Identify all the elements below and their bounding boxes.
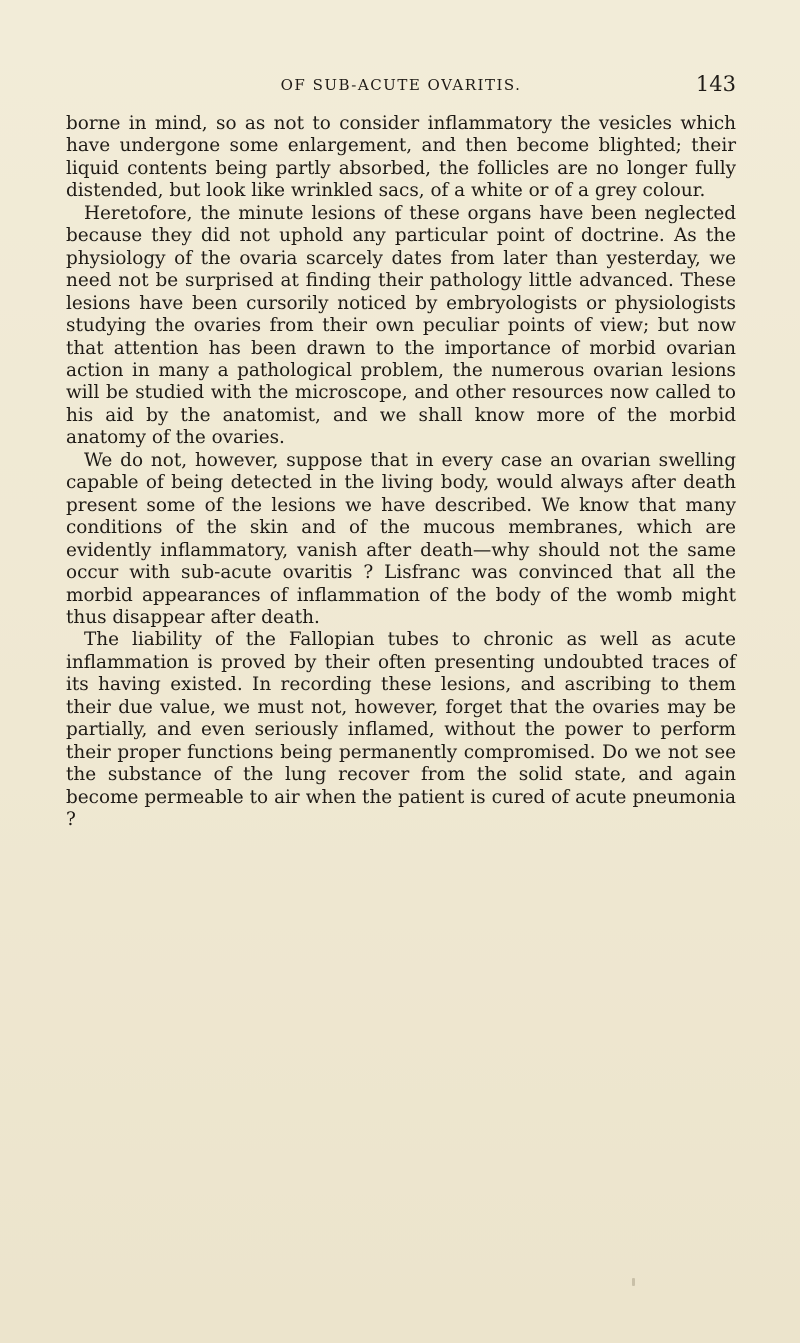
running-head: OF SUB-ACUTE OVARITIS.: [280, 76, 522, 94]
paragraph: We do not, however, suppose that in every case an ovarian swelling capable of being detected in the living body, would always after death present some of the lesions we have described. We know that many conditions of the skin and of the mucous membranes, which are evidently inflammatory, vanish after death—why should not the same occur with sub-acute ovaritis ? Lisfranc was convinced that all the morbid appearances of inflammation of the body of the womb might thus disappear after death.: [66, 449, 736, 628]
body-text: [66, 113, 736, 832]
paper-speck: [632, 1278, 635, 1286]
paragraph-continued: borne in mind, so as not to consider inflammatory the vesicles which have undergone some enlargement, and then become blighted; their liquid contents being partly absorbed, the follicles are no longer fully distended, but look like wrinkled sacs, of a white or of a grey colour.: [66, 113, 736, 202]
paragraph: The liability of the Fallopian tubes to chronic as well as acute inflammation is proved by their often presenting undoubted traces of its having existed. In recording these lesions, and ascribing to them their due value, we must not, however, forget that the ovaries may be partially, and even seriously inflamed, without the power to perform their proper functions being permanently compromised. Do we not see the substance of the lung recover from the solid state, and again become permeable to air when the patient is cured of acute pneumonia ?: [66, 629, 736, 831]
paragraph: Heretofore, the minute lesions of these organs have been neglected because they did not uphold any particular point of doctrine. As the physiology of the ovaria scarcely dates from later than yesterday, we need not be surprised at finding their pathology little advanced. These lesions have been cursorily noticed by embryologists or physiologists studying the ovaries from their own peculiar points of view; but now that attention has been drawn to the importance of morbid ovarian action in many a pathological problem, the numerous ovarian lesions will be studied with the microscope, and other resources now called to his aid by the anatomist, and we shall know more of the morbid anatomy of the ovaries.: [66, 202, 736, 449]
page-number: 143: [695, 72, 736, 96]
page-header: [66, 72, 736, 102]
